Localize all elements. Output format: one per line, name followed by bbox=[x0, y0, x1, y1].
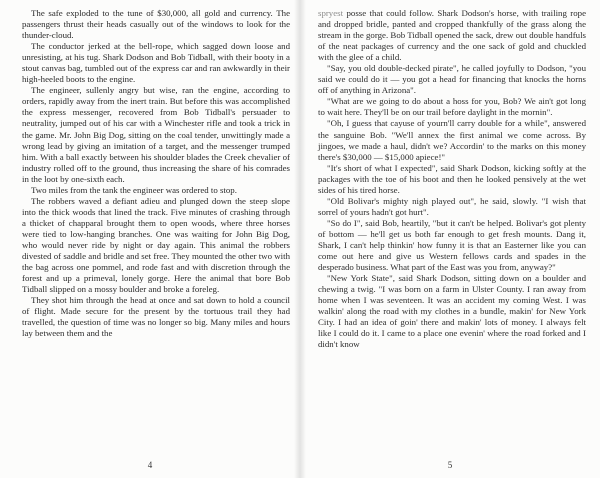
paragraph: "Old Bolivar's mighty nigh played out", he said, slowly. "I wish that sorrel of yours hadn't got hurt". bbox=[318, 195, 586, 217]
paragraph: "It's short of what I expected", said Shark Dodson, kicking softly at the packages with the toe of his boot and then he looked pensively at the wet sides of his tired horse. bbox=[318, 162, 586, 195]
book-gutter-shadow bbox=[294, 0, 306, 478]
paragraph-text: posse that could follow. Shark Dodson's horse, with trailing rope and dropped bridle, panted and cropped thankfully of the grass along the stream in the gorge. Bob Tidball opened the sack, drew out double handfuls of the neat packages of currency and the one sack of gold and chuckled with the glee of a child. bbox=[318, 8, 586, 63]
paragraph: The robbers waved a defiant adieu and plunged down the steep slope into the thick woods that lined the track. Five minutes of crashing through a thicket of chapparal brought them to open woods, where three horses were tied to low-hanging branches. One was waiting for John Big Dog, who would never ride by night or day again. This animal the robbers divested of saddle and bridle and set free. They mounted the other two with the bag across one pommel, and rode fast and with discretion through the forest and up a primeval, lonely gorge. Here the animal that bore Bob Tidball slipped on a mossy boulder and broke a foreleg. bbox=[22, 195, 290, 295]
paragraph: They shot him through the head at once and sat down to hold a council of flight. Made secure for the present by the tortuous trail they had travelled, the question of time was no longer so big. Many miles and hours lay between them and the bbox=[22, 295, 290, 339]
paragraph: "So do I", said Bob, heartily, "but it can't be helped. Bolivar's got plenty of bottom — he'll get us both far enough to get fresh mounts. Dang it, Shark, I can't help thinkin' how funny it is that an Easterner like you can come out here and give us Western fellows cards and spades in the desperado business. What part of the East was you from, anyway?" bbox=[318, 217, 586, 273]
paragraph: The engineer, sullenly angry but wise, ran the engine, according to orders, rapidly away from the inert train. But before this was accomplished the express messenger, recovered from Bob Tidball's persuader to neutrality, jumped out of his car with a Winchester rifle and took a trick in the game. Mr. John Big Dog, sitting on the coal tender, unwittingly made a wrong lead by giving an imitation of a target, and the messenger trumped him. With a ball exactly between his shoulder blades the Creek chevalier of industry rolled off to the ground, thus increasing the share of his comrades in the loot by one-sixth each. bbox=[22, 85, 290, 184]
page-number-left: 4 bbox=[147, 460, 153, 470]
right-page bbox=[300, 0, 600, 478]
paragraph: The conductor jerked at the bell-rope, which sagged down loose and unresisting, at his tug. Shark Dodson and Bob Tidball, with their booty in a stout canvas bag, tumbled out of the express car and ran awkwardly in their high-heeled boots to the engine. bbox=[22, 41, 290, 85]
paragraph: "Say, you old double-decked pirate", he called joyfully to Dodson, "you said we could do it — you got a head for financing that knocks the horns off of anything in Arizona". bbox=[318, 63, 586, 96]
paragraph-continued bbox=[318, 8, 586, 63]
paragraph: "What are we going to do about a hoss for you, Bob? We ain't got long to wait here. They'll be on our trail before daylight in the mornin". bbox=[318, 96, 586, 118]
paragraph: "Oh, I guess that cayuse of yourn'll carry double for a while", answered the sanguine Bob. "We'll annex the first animal we come across. By jingoes, we made a haul, didn't we? Accordin' to the marks on this money there's $30,000 — $15,000 apiece!" bbox=[318, 118, 586, 162]
left-page-text bbox=[22, 8, 290, 339]
paragraph: "New York State", said Shark Dodson, sitting down on a boulder and chewing a twig. "I was born on a farm in Ulster County. I ran away from home when I was seventeen. It was an accident my coming West. I was walkin' along the road with my clothes in a bundle, makin' for New York City. I had an idea of goin' there and makin' lots of money. I always felt like I could do it. I came to a place one evenin' where the road forked and I didn't know bbox=[318, 273, 586, 350]
paragraph: The safe exploded to the tune of $30,000, all gold and currency. The passengers thrust their heads casually out of the windows to look for the thunder-cloud. bbox=[22, 8, 290, 41]
paragraph: Two miles from the tank the engineer was ordered to stop. bbox=[31, 184, 237, 195]
faded-word: spryest bbox=[318, 8, 344, 18]
page-number-right: 5 bbox=[447, 460, 453, 470]
right-page-text bbox=[318, 8, 586, 350]
